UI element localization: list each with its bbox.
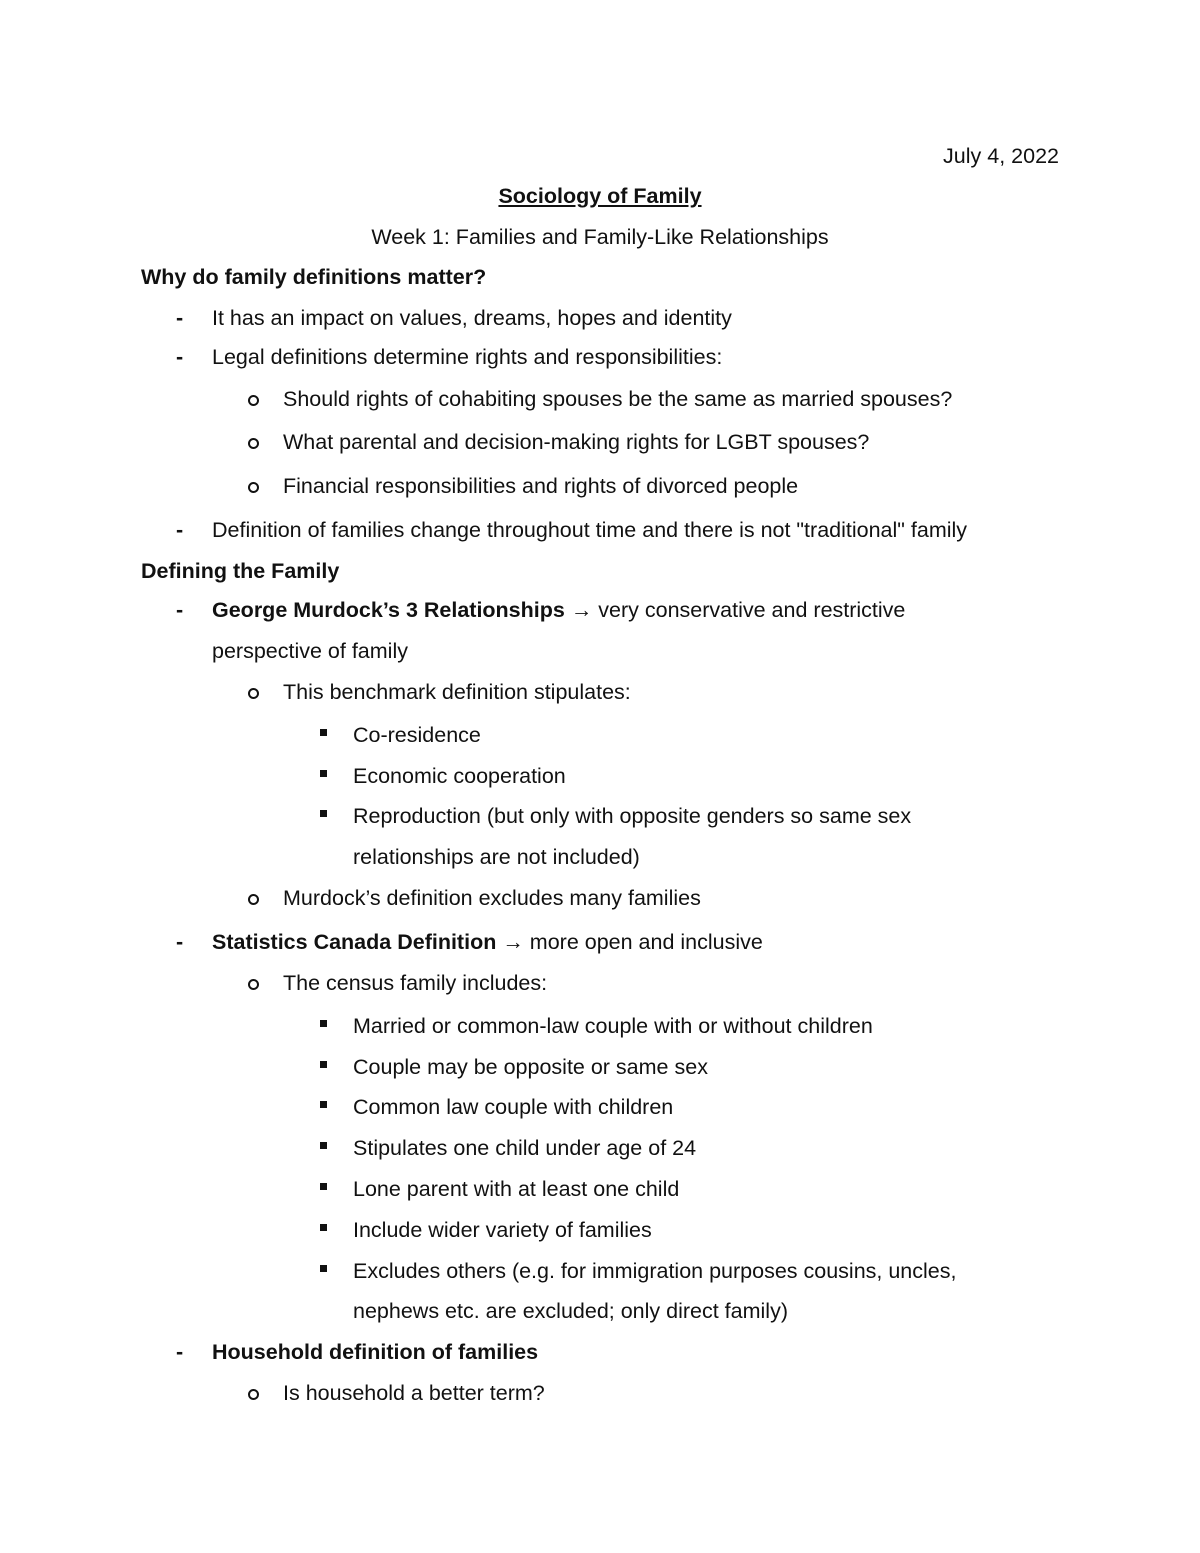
square-bullet-icon [320, 729, 327, 736]
square-bullet-icon [320, 1101, 327, 1108]
circle-bullet-icon [248, 979, 259, 990]
square-bullet-icon [320, 810, 327, 817]
list-point: Common law couple with children [353, 1095, 674, 1119]
circle-bullet-icon [248, 438, 259, 449]
square-bullet-icon [320, 1020, 327, 1027]
list-item: It has an impact on values, dreams, hopes and identity [212, 306, 732, 330]
circle-bullet-icon [248, 894, 259, 905]
dash-bullet: - [176, 518, 184, 542]
dash-bullet: - [176, 306, 184, 330]
square-bullet-icon [320, 1183, 327, 1190]
list-point-continuation: nephews etc. are excluded; only direct family) [353, 1299, 788, 1323]
list-point: Reproduction (but only with opposite genders so same sex [353, 804, 912, 828]
section-heading-why: Why do family definitions matter? [141, 265, 487, 289]
list-subitem: The census family includes: [283, 971, 548, 995]
date: July 4, 2022 [943, 144, 1059, 168]
square-bullet-icon [320, 1224, 327, 1231]
murdock-text: very conservative and restrictive [592, 598, 906, 622]
circle-bullet-icon [248, 688, 259, 699]
dash-bullet: - [176, 930, 184, 954]
document-title: Sociology of Family [498, 184, 702, 208]
list-point-continuation: relationships are not included) [353, 845, 640, 869]
square-bullet-icon [320, 1265, 327, 1272]
circle-bullet-icon [248, 482, 259, 493]
dash-bullet: - [176, 598, 184, 622]
list-point: Couple may be opposite or same sex [353, 1055, 708, 1079]
list-item-continuation: perspective of family [212, 639, 408, 663]
circle-bullet-icon [248, 395, 259, 406]
list-item-statcan [212, 929, 763, 955]
list-item: Legal definitions determine rights and responsibilities: [212, 345, 723, 369]
list-point: Lone parent with at least one child [353, 1177, 680, 1201]
list-subitem: Is household a better term? [283, 1381, 545, 1405]
arrow-right-icon: → [502, 930, 524, 954]
square-bullet-icon [320, 1061, 327, 1068]
arrow-right-icon: → [570, 598, 593, 622]
document-subtitle: Week 1: Families and Family-Like Relationships [371, 225, 829, 249]
dash-bullet: - [176, 1340, 184, 1364]
list-point: Excludes others (e.g. for immigration purposes cousins, uncles, [353, 1259, 957, 1283]
dash-bullet: - [176, 345, 184, 369]
list-item-murdock [212, 597, 905, 623]
section-heading-defining: Defining the Family [141, 559, 340, 583]
murdock-label: George Murdock’s 3 Relationships [212, 598, 565, 622]
list-point: Co-residence [353, 723, 481, 747]
list-point: Include wider variety of families [353, 1218, 652, 1242]
statcan-label: Statistics Canada Definition [212, 930, 497, 954]
statcan-text: more open and inclusive [523, 930, 763, 954]
list-subitem: Murdock’s definition excludes many families [283, 886, 701, 910]
list-subitem: Financial responsibilities and rights of divorced people [283, 474, 799, 498]
list-point: Economic cooperation [353, 764, 566, 788]
list-point: Married or common-law couple with or without children [353, 1014, 873, 1038]
list-item-household: Household definition of families [212, 1340, 539, 1364]
list-item: Definition of families change throughout time and there is not "traditional" family [212, 518, 968, 542]
list-subitem: What parental and decision-making rights for LGBT spouses? [283, 430, 870, 454]
list-subitem: Should rights of cohabiting spouses be the same as married spouses? [283, 387, 953, 411]
square-bullet-icon [320, 1142, 327, 1149]
circle-bullet-icon [248, 1389, 259, 1400]
square-bullet-icon [320, 770, 327, 777]
list-subitem: This benchmark definition stipulates: [283, 680, 631, 704]
list-point: Stipulates one child under age of 24 [353, 1136, 697, 1160]
